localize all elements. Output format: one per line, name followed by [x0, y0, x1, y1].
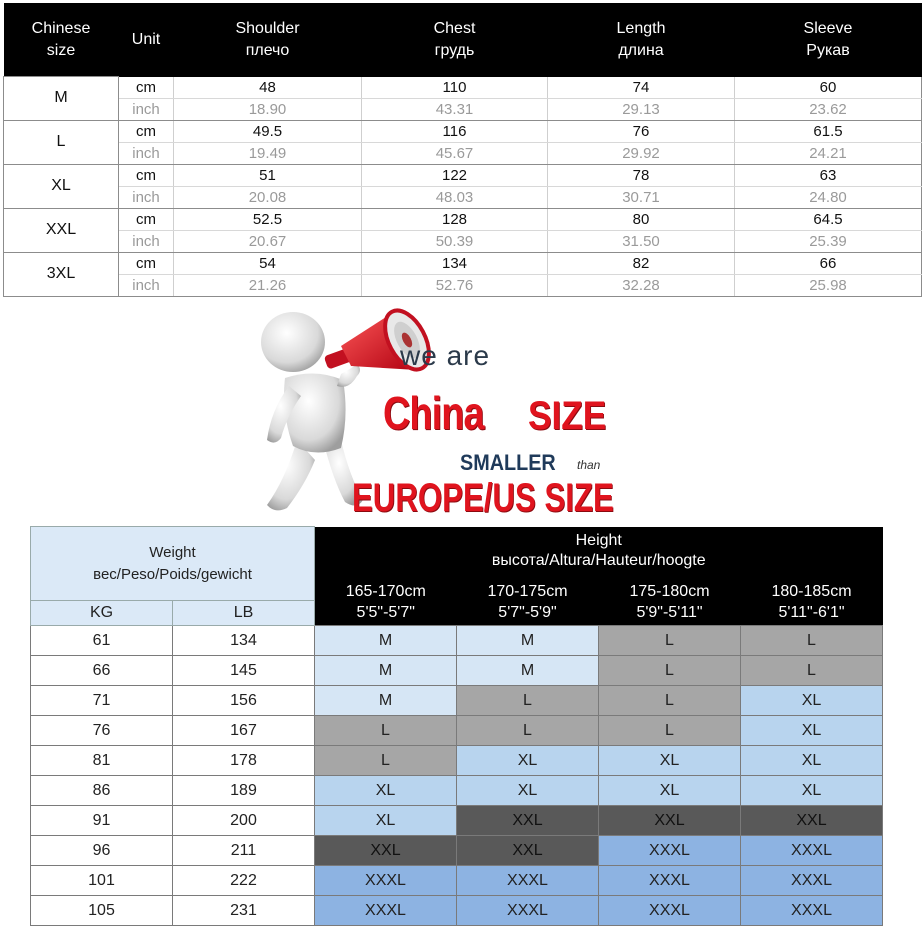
size-measurement-table [3, 3, 922, 297]
measurement-cell: 20.08 [174, 186, 362, 208]
weight-lb-cell: 189 [173, 776, 315, 806]
size-label: L [4, 120, 119, 164]
weight-row [31, 716, 883, 746]
measurement-cell: 134 [362, 252, 548, 274]
header-chest: Chest грудь [362, 3, 548, 77]
measurement-cell: 48 [174, 77, 362, 99]
weight-row [31, 836, 883, 866]
recommended-size-cell: L [599, 656, 741, 686]
unit-lb: LB [173, 601, 315, 626]
measurement-cell: 54 [174, 252, 362, 274]
measurement-cell: 80 [548, 208, 735, 230]
recommended-size-cell: L [315, 746, 457, 776]
height-range-imperial: 5'7"-5'9" [457, 601, 599, 626]
wh-header-row-3 [31, 601, 883, 626]
weight-lb-cell: 200 [173, 806, 315, 836]
measurement-cell: 51 [174, 164, 362, 186]
measurement-cell: 82 [548, 252, 735, 274]
weight-lb-cell: 178 [173, 746, 315, 776]
recommended-size-cell: XL [457, 746, 599, 776]
weight-kg-cell: 66 [31, 656, 173, 686]
china-size-banner [245, 300, 645, 522]
measurement-cell: 52.5 [174, 208, 362, 230]
weight-lb-cell: 134 [173, 626, 315, 656]
unit-cell: cm [119, 120, 174, 142]
measurement-cell: 24.80 [735, 186, 922, 208]
measurement-cell: 116 [362, 120, 548, 142]
size-label: 3XL [4, 252, 119, 296]
header-length: Length длина [548, 3, 735, 77]
measurement-cell: 29.13 [548, 98, 735, 120]
recommended-size-cell: XXL [741, 806, 883, 836]
header-sleeve: Sleeve Рукав [735, 3, 922, 77]
recommended-size-cell: XXXL [457, 896, 599, 926]
weight-lb-cell: 222 [173, 866, 315, 896]
size-row-inch [4, 186, 922, 208]
recommended-size-cell: M [315, 626, 457, 656]
height-header: Height высота/Altura/Hauteur/hoogte [315, 527, 883, 577]
weight-header: Weight вес/Peso/Poids/gewicht [31, 527, 315, 601]
height-range-cm: 180-185cm [741, 577, 883, 601]
size-row-cm [4, 77, 922, 99]
recommended-size-cell: XXL [457, 806, 599, 836]
unit-cell: cm [119, 208, 174, 230]
measurement-cell: 23.62 [735, 98, 922, 120]
measurement-cell: 128 [362, 208, 548, 230]
measurement-cell: 74 [548, 77, 735, 99]
header-shoulder: Shoulder плечо [174, 3, 362, 77]
size-row-inch [4, 274, 922, 296]
recommended-size-cell: L [315, 716, 457, 746]
recommended-size-cell: L [599, 686, 741, 716]
measurement-cell: 66 [735, 252, 922, 274]
weight-row [31, 626, 883, 656]
header-chinese-size: Chinese size [4, 3, 119, 77]
weight-kg-cell: 76 [31, 716, 173, 746]
height-range-imperial: 5'5"-5'7" [315, 601, 457, 626]
recommended-size-cell: L [599, 716, 741, 746]
measurement-cell: 63 [735, 164, 922, 186]
banner-europe-us-size: EUROPE/US SIZE [352, 476, 614, 520]
recommended-size-cell: XL [599, 776, 741, 806]
weight-row [31, 776, 883, 806]
recommended-size-cell: XXXL [315, 896, 457, 926]
weight-lb-cell: 156 [173, 686, 315, 716]
measurement-cell: 110 [362, 77, 548, 99]
header-unit: Unit [119, 3, 174, 77]
measurement-cell: 60 [735, 77, 922, 99]
size-label: XL [4, 164, 119, 208]
recommended-size-cell: M [315, 656, 457, 686]
measurement-cell: 24.21 [735, 142, 922, 164]
recommended-size-cell: XXXL [599, 896, 741, 926]
measurement-cell: 50.39 [362, 230, 548, 252]
measurement-cell: 78 [548, 164, 735, 186]
weight-kg-cell: 101 [31, 866, 173, 896]
unit-cell: inch [119, 230, 174, 252]
measurement-cell: 19.49 [174, 142, 362, 164]
weight-lb-cell: 145 [173, 656, 315, 686]
banner-than: than [577, 458, 601, 472]
measurement-cell: 20.67 [174, 230, 362, 252]
weight-row [31, 896, 883, 926]
recommended-size-cell: XXXL [457, 866, 599, 896]
size-table-header-row [4, 3, 922, 77]
weight-lb-cell: 167 [173, 716, 315, 746]
unit-cell: cm [119, 77, 174, 99]
recommended-size-cell: XXXL [741, 866, 883, 896]
weight-height-size-table [30, 526, 883, 926]
banner-size: SIZE [528, 394, 607, 438]
measurement-cell: 76 [548, 120, 735, 142]
recommended-size-cell: XL [741, 686, 883, 716]
recommended-size-cell: XL [315, 776, 457, 806]
measurement-cell: 25.39 [735, 230, 922, 252]
measurement-cell: 64.5 [735, 208, 922, 230]
measurement-cell: 25.98 [735, 274, 922, 296]
weight-row [31, 746, 883, 776]
height-range-imperial: 5'9"-5'11" [599, 601, 741, 626]
wh-header-row-1 [31, 527, 883, 577]
measurement-cell: 122 [362, 164, 548, 186]
weight-lb-cell: 211 [173, 836, 315, 866]
unit-cell: cm [119, 252, 174, 274]
measurement-cell: 21.26 [174, 274, 362, 296]
size-row-inch [4, 230, 922, 252]
recommended-size-cell: XL [457, 776, 599, 806]
unit-cell: inch [119, 98, 174, 120]
weight-kg-cell: 105 [31, 896, 173, 926]
weight-row [31, 686, 883, 716]
recommended-size-cell: XXXL [741, 896, 883, 926]
measurement-cell: 31.50 [548, 230, 735, 252]
weight-row [31, 656, 883, 686]
weight-kg-cell: 61 [31, 626, 173, 656]
size-label: XXL [4, 208, 119, 252]
recommended-size-cell: L [741, 656, 883, 686]
size-row-inch [4, 142, 922, 164]
weight-row [31, 806, 883, 836]
measurement-cell: 43.31 [362, 98, 548, 120]
unit-cell: inch [119, 142, 174, 164]
recommended-size-cell: L [457, 686, 599, 716]
recommended-size-cell: XXXL [741, 836, 883, 866]
recommended-size-cell: XXL [457, 836, 599, 866]
unit-kg: KG [31, 601, 173, 626]
recommended-size-cell: XXL [599, 806, 741, 836]
measurement-cell: 30.71 [548, 186, 735, 208]
height-range-imperial: 5'11"-6'1" [741, 601, 883, 626]
weight-kg-cell: 96 [31, 836, 173, 866]
banner-we-are: we are [400, 340, 491, 371]
recommended-size-cell: XL [741, 746, 883, 776]
recommended-size-cell: XL [741, 776, 883, 806]
unit-cell: cm [119, 164, 174, 186]
weight-kg-cell: 86 [31, 776, 173, 806]
height-range-cm: 165-170cm [315, 577, 457, 601]
height-range-cm: 170-175cm [457, 577, 599, 601]
weight-row [31, 866, 883, 896]
recommended-size-cell: XL [741, 716, 883, 746]
measurement-cell: 49.5 [174, 120, 362, 142]
height-range-cm: 175-180cm [599, 577, 741, 601]
weight-kg-cell: 71 [31, 686, 173, 716]
size-row-cm [4, 120, 922, 142]
measurement-cell: 18.90 [174, 98, 362, 120]
weight-lb-cell: 231 [173, 896, 315, 926]
size-label: M [4, 77, 119, 121]
recommended-size-cell: XXXL [599, 836, 741, 866]
banner-china: China [383, 387, 484, 439]
weight-kg-cell: 91 [31, 806, 173, 836]
recommended-size-cell: XXL [315, 836, 457, 866]
recommended-size-cell: XL [315, 806, 457, 836]
size-row-inch [4, 98, 922, 120]
recommended-size-cell: XXXL [599, 866, 741, 896]
size-row-cm [4, 164, 922, 186]
recommended-size-cell: XL [599, 746, 741, 776]
unit-cell: inch [119, 186, 174, 208]
recommended-size-cell: M [457, 626, 599, 656]
measurement-cell: 32.28 [548, 274, 735, 296]
recommended-size-cell: L [599, 626, 741, 656]
recommended-size-cell: L [457, 716, 599, 746]
recommended-size-cell: M [315, 686, 457, 716]
measurement-cell: 61.5 [735, 120, 922, 142]
recommended-size-cell: L [741, 626, 883, 656]
size-row-cm [4, 208, 922, 230]
size-row-cm [4, 252, 922, 274]
measurement-cell: 48.03 [362, 186, 548, 208]
banner-smaller: SMALLER [460, 450, 556, 475]
unit-cell: inch [119, 274, 174, 296]
measurement-cell: 29.92 [548, 142, 735, 164]
weight-kg-cell: 81 [31, 746, 173, 776]
recommended-size-cell: XXXL [315, 866, 457, 896]
measurement-cell: 52.76 [362, 274, 548, 296]
measurement-cell: 45.67 [362, 142, 548, 164]
recommended-size-cell: M [457, 656, 599, 686]
